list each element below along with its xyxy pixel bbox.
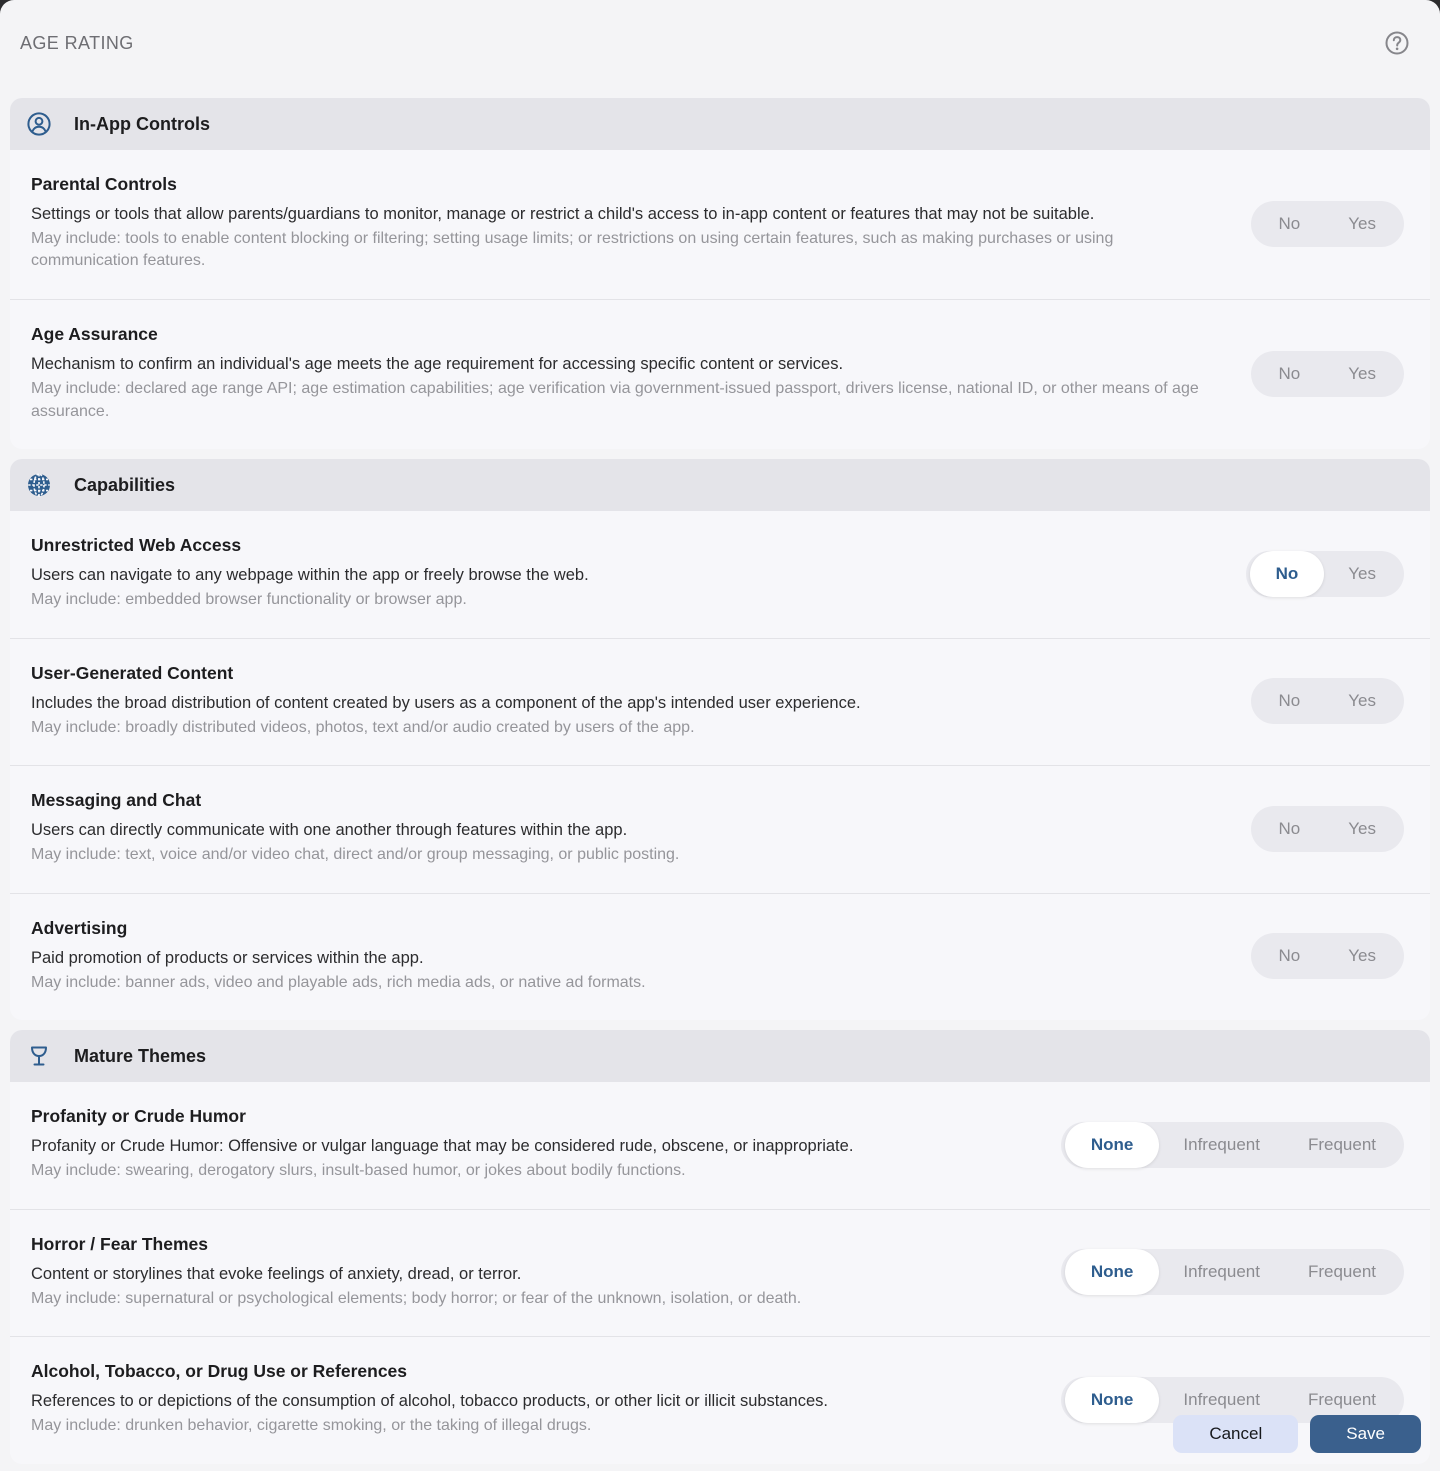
- toggle-option-no[interactable]: No: [1255, 205, 1325, 243]
- row-description: Content or storylines that evoke feelings of anxiety, dread, or terror.: [31, 1264, 522, 1283]
- profanity-frequency-control: [1061, 1122, 1404, 1168]
- user-generated-content-toggle: [1251, 678, 1404, 724]
- dialog-content: [0, 62, 1440, 1464]
- globe-icon: [26, 472, 52, 498]
- section-mature-themes: [10, 1030, 1430, 1463]
- wine-glass-icon: [26, 1043, 52, 1069]
- frequency-option-frequent[interactable]: Frequent: [1284, 1381, 1400, 1419]
- row-description: Mechanism to confirm an individual's age meets the age requirement for accessing specific content or services.: [31, 355, 844, 374]
- horror-frequency-control: [1061, 1249, 1404, 1295]
- page-title: AGE RATING: [20, 32, 134, 53]
- toggle-option-yes[interactable]: Yes: [1324, 810, 1400, 848]
- row-description: Users can navigate to any webpage within the app or freely browse the web.: [31, 566, 589, 585]
- dialog-header: [0, 0, 1440, 62]
- row-parental-controls: [10, 150, 1430, 299]
- row-profanity-or-crude-humor: [10, 1082, 1430, 1208]
- section-header: [10, 98, 1430, 150]
- row-title: Alcohol, Tobacco, or Drug Use or References: [31, 1361, 408, 1382]
- row-user-generated-content: [10, 638, 1430, 765]
- messaging-and-chat-toggle: [1251, 806, 1404, 852]
- row-messaging-and-chat: [10, 765, 1430, 892]
- frequency-option-infrequent[interactable]: Infrequent: [1159, 1381, 1284, 1419]
- row-description: References to or depictions of the consumption of alcohol, tobacco products, or other licit or illicit substances.: [31, 1392, 828, 1411]
- section-title: Mature Themes: [74, 1045, 207, 1066]
- row-title: Horror / Fear Themes: [31, 1233, 208, 1254]
- section-title: Capabilities: [74, 474, 176, 495]
- advertising-toggle: [1251, 933, 1404, 979]
- row-unrestricted-web-access: [10, 511, 1430, 637]
- row-description: Includes the broad distribution of content created by users as a component of the app's intended user experience.: [31, 693, 861, 712]
- row-may-include: May include: supernatural or psychological elements; body horror; or fear of the unknown, isolation, or death.: [31, 1289, 802, 1307]
- row-may-include: May include: declared age range API; age estimation capabilities; age verification via government-issued passport, drivers license, national ID, or other means of age assurance.: [31, 379, 1199, 420]
- row-may-include: May include: broadly distributed videos, photos, text and/or audio created by users of the app.: [31, 718, 695, 736]
- toggle-option-yes[interactable]: Yes: [1324, 937, 1400, 975]
- toggle-option-no[interactable]: No: [1255, 937, 1325, 975]
- row-title: Unrestricted Web Access: [31, 535, 242, 556]
- row-title: Profanity or Crude Humor: [31, 1106, 246, 1127]
- row-title: Messaging and Chat: [31, 790, 202, 811]
- row-may-include: May include: tools to enable content blocking or filtering; setting usage limits; or restrictions on using certain features, such as making purchases or using communication features.: [31, 229, 1114, 270]
- toggle-option-yes[interactable]: Yes: [1324, 682, 1400, 720]
- frequency-option-none[interactable]: None: [1065, 1377, 1160, 1423]
- frequency-option-infrequent[interactable]: Infrequent: [1159, 1253, 1284, 1291]
- toggle-option-yes[interactable]: Yes: [1324, 555, 1400, 593]
- row-advertising: [10, 893, 1430, 1020]
- age-assurance-toggle: [1251, 351, 1404, 397]
- row-may-include: May include: banner ads, video and playable ads, rich media ads, or native ad formats.: [31, 973, 646, 991]
- row-age-assurance: [10, 299, 1430, 449]
- row-may-include: May include: drunken behavior, cigarette smoking, or the taking of illegal drugs.: [31, 1417, 592, 1435]
- cancel-button[interactable]: Cancel: [1173, 1415, 1298, 1453]
- parental-controls-toggle: [1251, 201, 1404, 247]
- frequency-option-none[interactable]: None: [1065, 1122, 1160, 1168]
- save-button[interactable]: Save: [1310, 1415, 1421, 1453]
- question-circle-icon: [1384, 30, 1410, 56]
- row-description: Settings or tools that allow parents/guardians to monitor, manage or restrict a child's access to in-app content or features that may not be suitable.: [31, 205, 1095, 223]
- section-capabilities: [10, 459, 1430, 1020]
- row-title: Parental Controls: [31, 174, 177, 194]
- section-header: [10, 459, 1430, 511]
- section-header: [10, 1030, 1430, 1082]
- toggle-option-no[interactable]: No: [1255, 355, 1325, 393]
- unrestricted-web-access-toggle: [1246, 551, 1404, 597]
- row-may-include: May include: embedded browser functionality or browser app.: [31, 591, 467, 609]
- frequency-option-none[interactable]: None: [1065, 1249, 1160, 1295]
- row-description: Users can directly communicate with one another through features within the app.: [31, 821, 628, 840]
- toggle-option-no[interactable]: No: [1255, 682, 1325, 720]
- section-in-app-controls: [10, 98, 1430, 449]
- help-button[interactable]: [1384, 30, 1410, 56]
- row-description: Profanity or Crude Humor: Offensive or vulgar language that may be considered rude, obscene, or inappropriate.: [31, 1137, 854, 1156]
- toggle-option-no[interactable]: No: [1255, 810, 1325, 848]
- dialog-footer: [1173, 1415, 1421, 1453]
- frequency-option-frequent[interactable]: Frequent: [1284, 1126, 1400, 1164]
- frequency-option-infrequent[interactable]: Infrequent: [1159, 1126, 1284, 1164]
- section-title: In-App Controls: [74, 113, 210, 134]
- row-description: Paid promotion of products or services within the app.: [31, 948, 424, 967]
- row-title: Advertising: [31, 917, 128, 938]
- toggle-option-no[interactable]: No: [1250, 551, 1325, 597]
- row-horror-fear-themes: [10, 1209, 1430, 1336]
- row-title: Age Assurance: [31, 324, 158, 345]
- toggle-option-yes[interactable]: Yes: [1324, 205, 1400, 243]
- row-title: User-Generated Content: [31, 662, 234, 683]
- toggle-option-yes[interactable]: Yes: [1324, 355, 1400, 393]
- frequency-option-frequent[interactable]: Frequent: [1284, 1253, 1400, 1291]
- row-may-include: May include: swearing, derogatory slurs, insult-based humor, or jokes about bodily functions.: [31, 1162, 686, 1180]
- row-may-include: May include: text, voice and/or video chat, direct and/or group messaging, or public posting.: [31, 846, 680, 864]
- person-circle-icon: [26, 111, 52, 137]
